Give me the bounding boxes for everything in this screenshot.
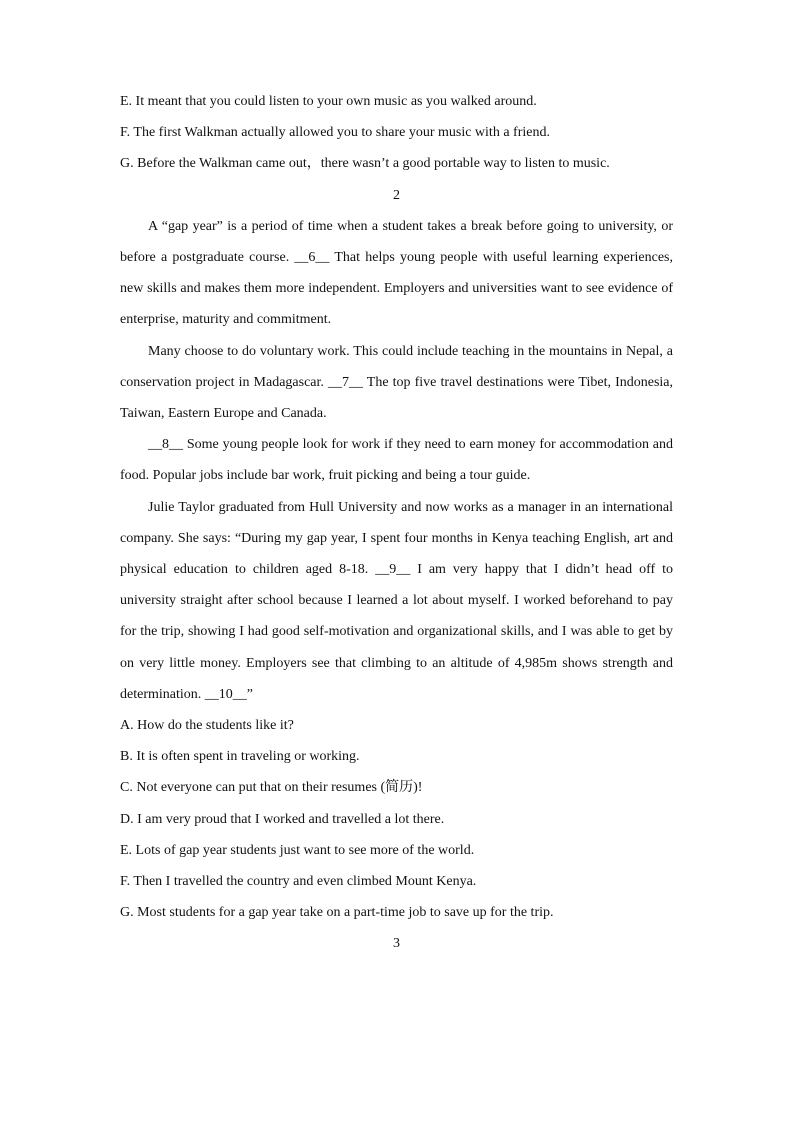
passage-paragraph-1: A “gap year” is a period of time when a student takes a break before going to university, or before a postgraduate course. __6__ That helps young people with useful learning experiences, new skills and makes them more independent. Employers and universities want to see evidence of enterprise, maturity and commitment. (120, 218, 673, 328)
option-g: G. Most students for a gap year take on a part-time job to save up for the trip. (120, 905, 554, 921)
page-number: 2 (393, 187, 400, 203)
option-e: E. Lots of gap year students just want to see more of the world. (120, 842, 475, 858)
option-f: F. Then I travelled the country and even climbed Mount Kenya. (120, 873, 477, 889)
option-f-walkman: F. The first Walkman actually allowed you to share your music with a friend. (120, 125, 550, 141)
option-d: D. I am very proud that I worked and travelled a lot there. (120, 811, 445, 827)
passage-paragraph-4: Julie Taylor graduated from Hull University and now works as a manager in an international company. She says: “During my gap year, I spent four months in Kenya teaching English, art and physical education to children aged 8-18. __9__ I am very happy that I didn’t head off to university straight after school because I learned a lot about myself. I worked beforehand to pay for the trip, showing I had good self-motivation and organizational skills, and I was able to get by on very little money. Employers see that climbing to an altitude of 4,985m shows strength and determination. __10__” (120, 499, 673, 702)
page-number: 3 (393, 936, 400, 952)
option-c: C. Not everyone can put that on their resumes (简历)! (120, 780, 423, 796)
passage-paragraph-3: __8__ Some young people look for work if they need to earn money for accommodation and food. Popular jobs include bar work, fruit picking and being a tour guide. (120, 437, 673, 484)
option-a: A. How do the students like it? (120, 718, 294, 733)
option-e-walkman: E. It meant that you could listen to your own music as you walked around. (120, 94, 537, 109)
document-page (120, 86, 673, 960)
option-g-walkman: G. Before the Walkman came out，there wasn’t a good portable way to listen to music. (120, 156, 610, 172)
option-b: B. It is often spent in traveling or working. (120, 749, 360, 765)
passage-paragraph-2: Many choose to do voluntary work. This could include teaching in the mountains in Nepal, a conservation project in Madagascar. __7__ The top five travel destinations were Tibet, Indonesia, Taiwan, Eastern Europe and Canada. (120, 343, 673, 421)
